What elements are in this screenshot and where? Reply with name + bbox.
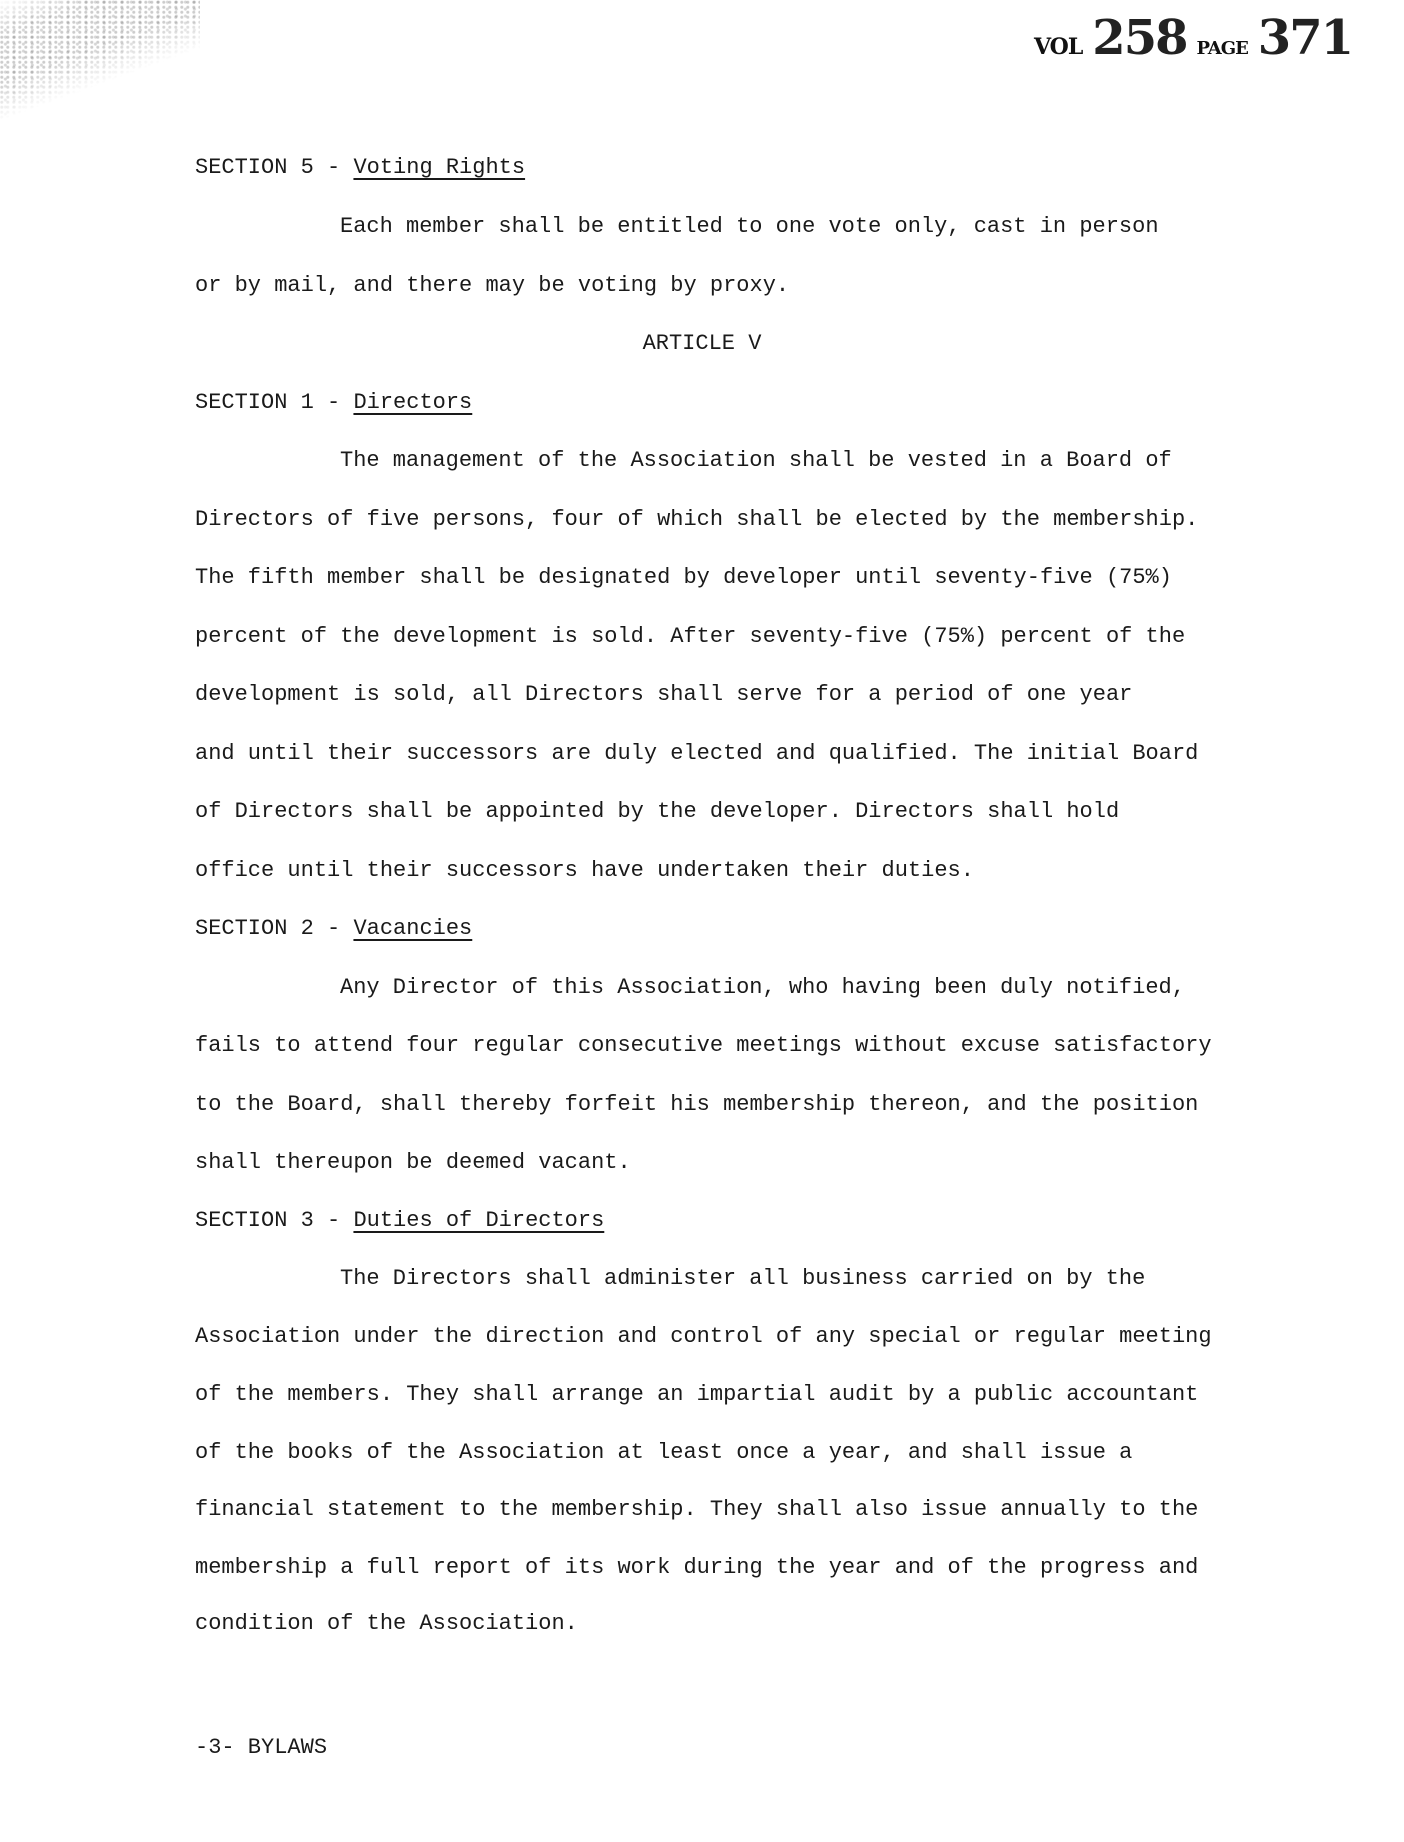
paragraph-line: development is sold, all Directors shall serve for a period of one year: [195, 682, 1133, 707]
paragraph-line: or by mail, and there may be voting by proxy.: [195, 273, 790, 298]
paragraph-line: The Directors shall administer all business carried on by the: [340, 1266, 1146, 1291]
paragraph-line: Any Director of this Association, who having been duly notified,: [340, 975, 1185, 1000]
vol-number: 258: [1092, 10, 1187, 66]
article-heading: ARTICLE V: [642, 331, 762, 356]
section-title: Vacancies: [353, 916, 473, 941]
section-heading: SECTION 2 - Vacancies: [195, 916, 473, 941]
paragraph-line: office until their successors have undertaken their duties.: [195, 858, 974, 883]
paragraph-line: Directors of five persons, four of which shall be elected by the membership.: [195, 507, 1199, 532]
section-title: Voting Rights: [353, 155, 526, 180]
section-heading: SECTION 3 - Duties of Directors: [195, 1208, 605, 1233]
paragraph-line: of the books of the Association at least once a year, and shall issue a: [195, 1440, 1133, 1465]
paragraph-line: Each member shall be entitled to one vote only, cast in person: [340, 214, 1159, 239]
paragraph-line: to the Board, shall thereby forfeit his membership thereon, and the position: [195, 1092, 1199, 1117]
section-title: Directors: [353, 390, 473, 415]
vol-label: VOL: [1033, 34, 1083, 60]
paragraph-line: percent of the development is sold. After seventy-five (75%) percent of the: [195, 624, 1186, 649]
section-heading: SECTION 1 - Directors: [195, 390, 473, 415]
section-title: Duties of Directors: [353, 1208, 605, 1233]
page-footer: -3- BYLAWS: [195, 1735, 328, 1760]
paragraph-line: of Directors shall be appointed by the developer. Directors shall hold: [195, 799, 1120, 824]
paragraph-line: condition of the Association.: [195, 1611, 578, 1636]
paragraph-line: financial statement to the membership. They shall also issue annually to the: [195, 1497, 1199, 1522]
page-label: PAGE: [1196, 38, 1248, 59]
paragraph-line: Association under the direction and control of any special or regular meeting: [195, 1324, 1212, 1349]
page-number: 371: [1257, 10, 1352, 66]
section-heading: SECTION 5 - Voting Rights: [195, 155, 526, 180]
paragraph-line: of the members. They shall arrange an impartial audit by a public accountant: [195, 1382, 1199, 1407]
paragraph-line: shall thereupon be deemed vacant.: [195, 1150, 631, 1175]
paragraph-line: membership a full report of its work during the year and of the progress and: [195, 1555, 1199, 1580]
paragraph-line: fails to attend four regular consecutive meetings without excuse satisfactory: [195, 1033, 1212, 1058]
recording-stamp: [1034, 10, 1352, 66]
paragraph-line: and until their successors are duly elected and qualified. The initial Board: [195, 741, 1199, 766]
paragraph-line: The fifth member shall be designated by developer until seventy-five (75%): [195, 565, 1172, 590]
scan-artifact: [0, 0, 200, 130]
paragraph-line: The management of the Association shall be vested in a Board of: [340, 448, 1172, 473]
